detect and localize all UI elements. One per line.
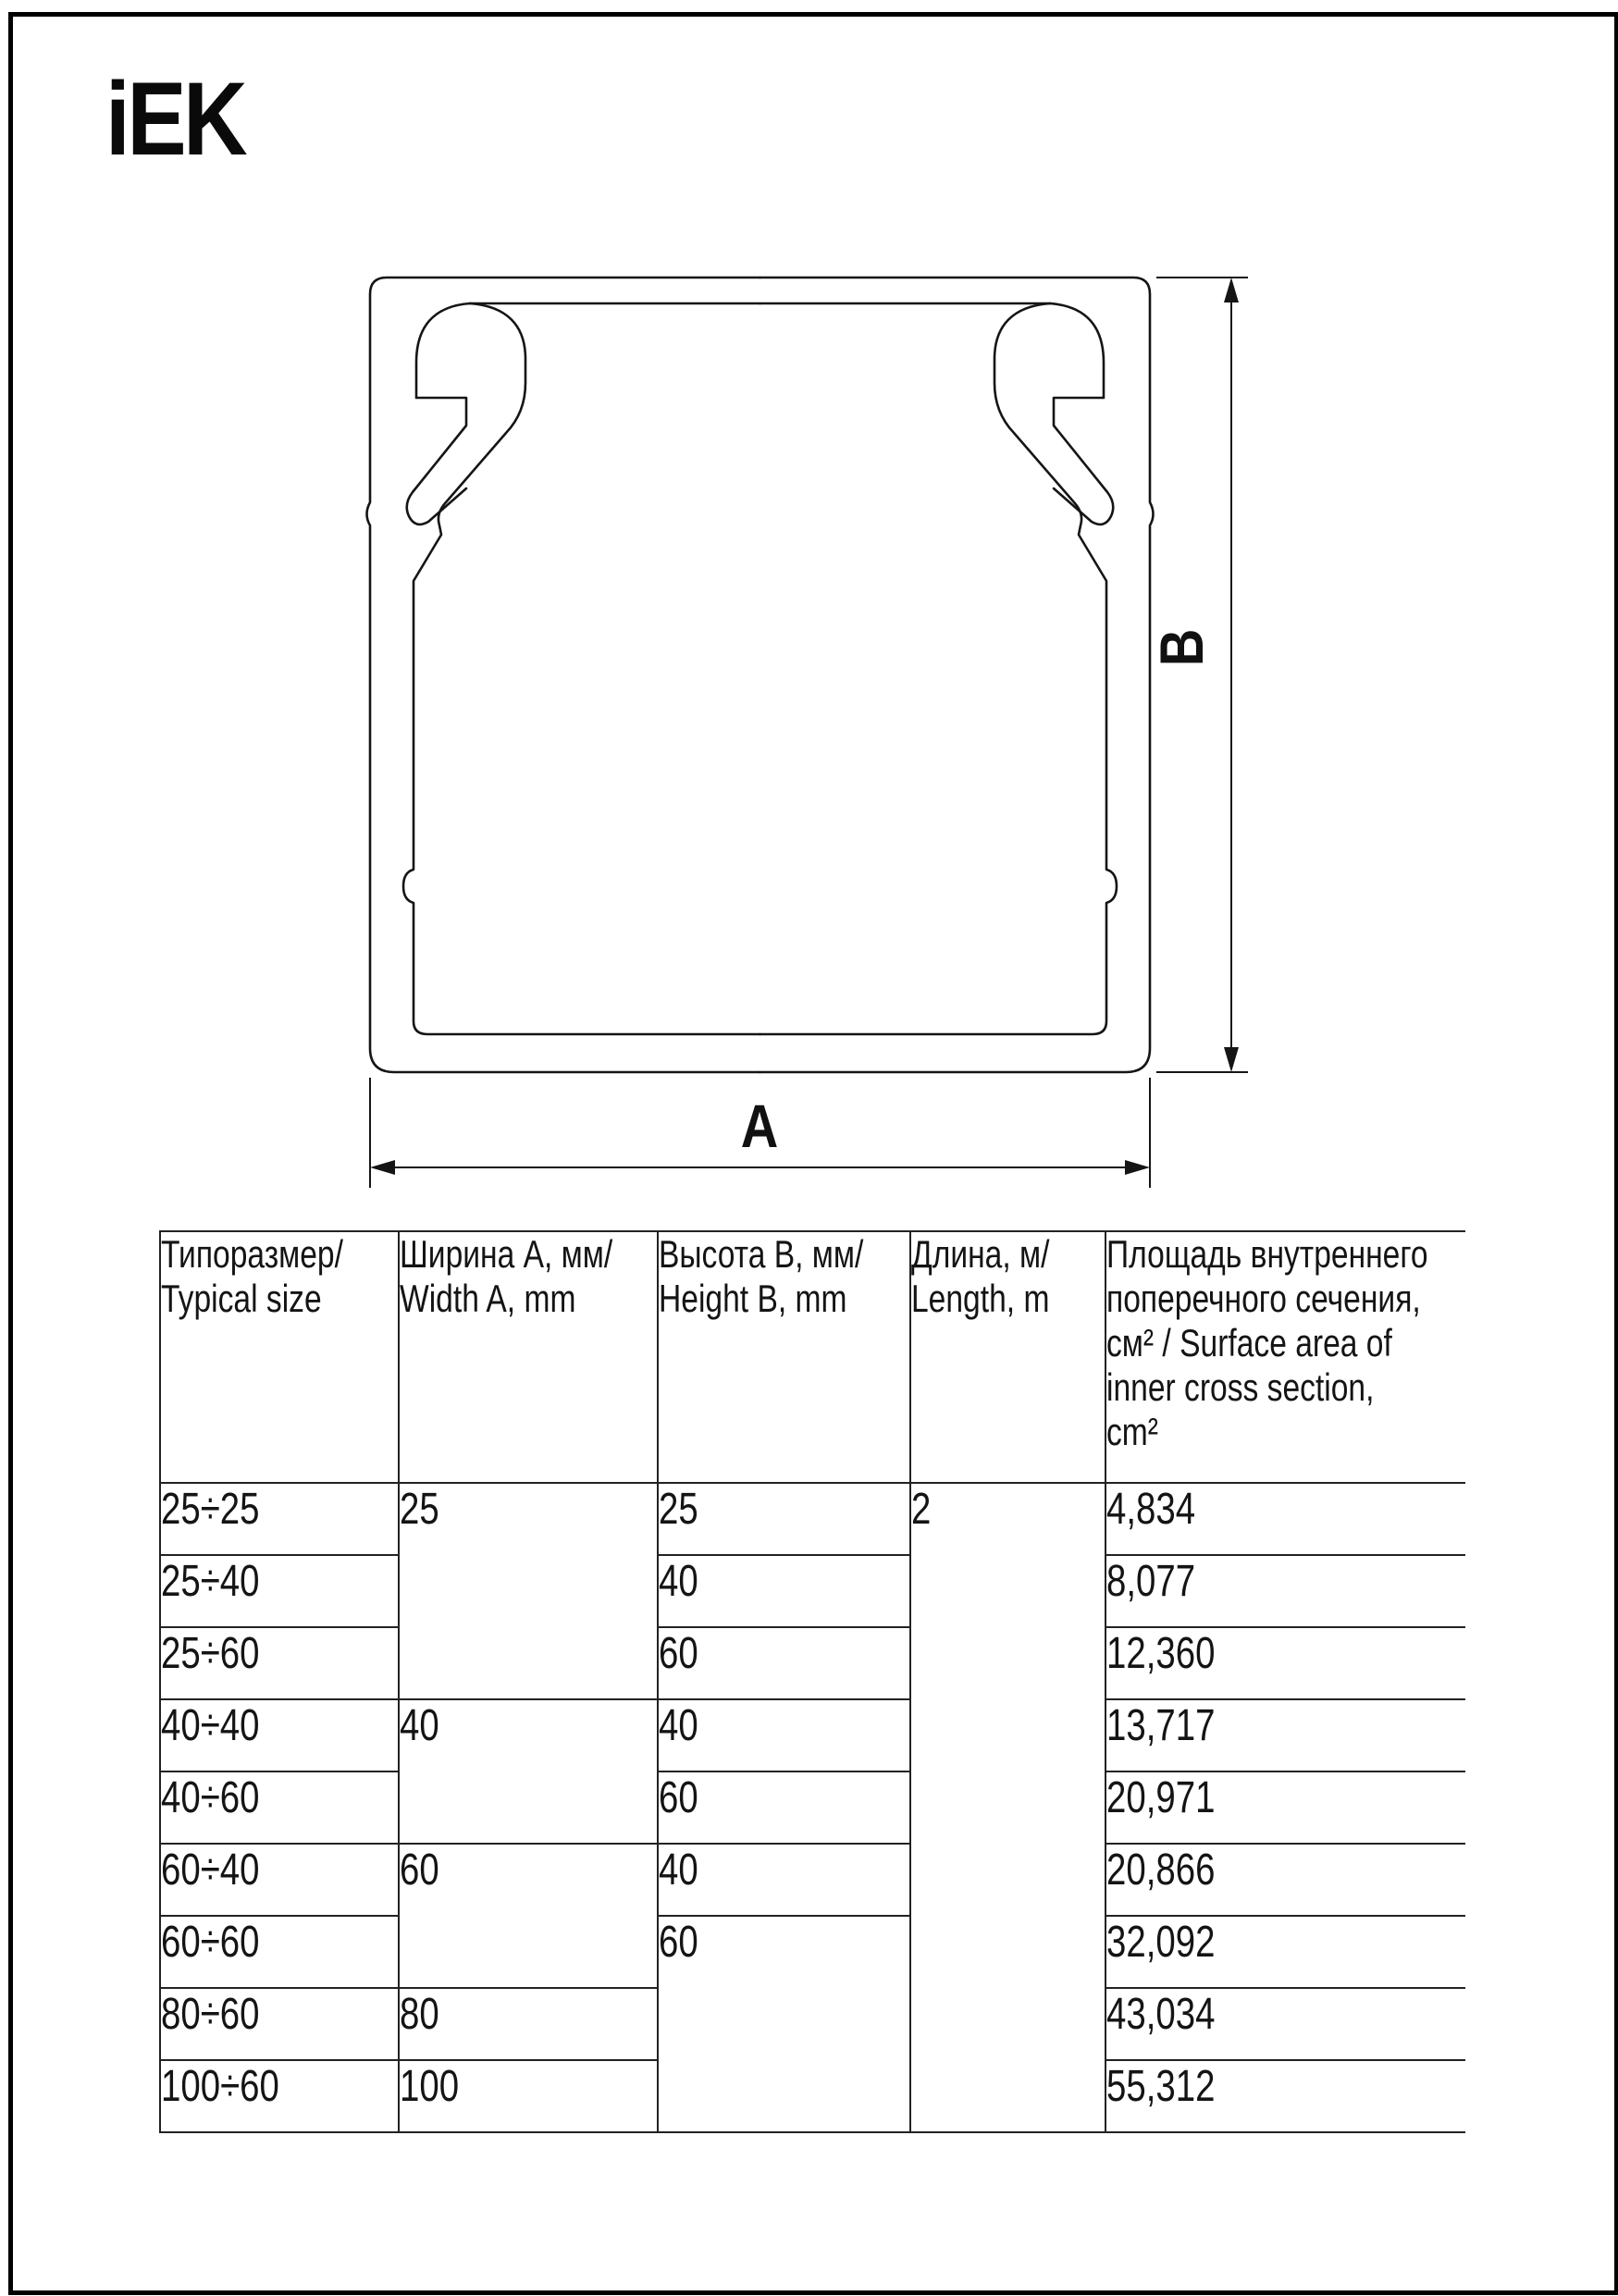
- cell-width-a: 40: [399, 1699, 658, 1844]
- cell-size: 40÷60: [160, 1771, 399, 1844]
- cell-size: 40÷40: [160, 1699, 399, 1771]
- header-area: [1105, 1231, 1465, 1483]
- arrow-a-right: [1125, 1160, 1150, 1175]
- table-row: [160, 1771, 1465, 1844]
- cell-area: 12,360: [1105, 1627, 1465, 1699]
- dimension-label-b: B: [1147, 628, 1217, 667]
- header-height-b-ru: Высота B, мм/: [659, 1232, 864, 1276]
- cell-height-b: 60: [658, 1916, 910, 2132]
- arrow-b-up: [1224, 278, 1239, 302]
- cell-area: 4,834: [1105, 1483, 1465, 1555]
- cell-area: 32,092: [1105, 1916, 1465, 1988]
- duct-profile-left-half: [367, 278, 760, 1072]
- header-typical-size: [160, 1231, 399, 1483]
- header-length-ru: Длина, м/: [911, 1232, 1050, 1276]
- cell-area: 55,312: [1105, 2060, 1465, 2132]
- dimension-arrowheads: [370, 278, 1239, 1175]
- table-row: [160, 1844, 1465, 1916]
- iek-logo: iEK: [105, 61, 245, 177]
- cell-size: 60÷60: [160, 1916, 399, 1988]
- header-area-line5: cm²: [1106, 1410, 1158, 1453]
- cell-area: 8,077: [1105, 1555, 1465, 1627]
- header-typical-size-ru: Типоразмер/: [161, 1232, 343, 1276]
- header-area-line4: inner cross section,: [1106, 1365, 1375, 1409]
- cell-size: 25÷60: [160, 1627, 399, 1699]
- cell-length: 2: [910, 1483, 1105, 2132]
- header-typical-size-en: Typical size: [161, 1277, 322, 1320]
- arrow-b-down: [1224, 1047, 1239, 1072]
- dimension-lines: [370, 278, 1248, 1188]
- latch-hook-outer: [407, 303, 470, 525]
- cell-size: 60÷40: [160, 1844, 399, 1916]
- latch-hook-inner-and-wall: [403, 303, 760, 1034]
- cell-height-b: 40: [658, 1555, 910, 1627]
- duct-profile-right-half: [760, 278, 1154, 1072]
- table-row: [160, 1555, 1465, 1627]
- header-height-b-en: Height B, mm: [659, 1277, 847, 1320]
- header-area-line3: см² / Surface area of: [1106, 1321, 1392, 1364]
- dimension-label-a: A: [740, 1092, 779, 1161]
- header-width-a-ru: Ширина A, мм/: [400, 1232, 613, 1276]
- cell-width-a: 25: [399, 1483, 658, 1699]
- table-header-row: [160, 1231, 1465, 1483]
- cell-area: 20,866: [1105, 1844, 1465, 1916]
- cell-height-b: 60: [658, 1627, 910, 1699]
- cell-width-a: 60: [399, 1844, 658, 1988]
- cell-size: 25÷40: [160, 1555, 399, 1627]
- header-area-line1: Площадь внутреннего: [1106, 1232, 1428, 1276]
- table-row: [160, 1916, 1465, 1988]
- header-length-en: Length, m: [911, 1277, 1050, 1320]
- cell-height-b: 40: [658, 1844, 910, 1916]
- header-area-line2: поперечного сечения,: [1106, 1277, 1421, 1320]
- cell-width-a: 80: [399, 1988, 658, 2060]
- header-length: [910, 1231, 1105, 1483]
- cell-height-b: 25: [658, 1483, 910, 1555]
- arrow-a-left: [370, 1160, 395, 1175]
- table-row: [160, 1483, 1465, 1555]
- cell-area: 20,971: [1105, 1771, 1465, 1844]
- cell-height-b: 40: [658, 1699, 910, 1771]
- table-row: [160, 1627, 1465, 1699]
- table-row: [160, 1699, 1465, 1771]
- cell-height-b: 60: [658, 1771, 910, 1844]
- cell-area: 43,034: [1105, 1988, 1465, 2060]
- cell-size: 100÷60: [160, 2060, 399, 2132]
- cell-size: 80÷60: [160, 1988, 399, 2060]
- cell-size: 25÷25: [160, 1483, 399, 1555]
- header-width-a-en: Width A, mm: [400, 1277, 576, 1320]
- cell-width-a: 100: [399, 2060, 658, 2132]
- header-width-a: [399, 1231, 658, 1483]
- cell-area: 13,717: [1105, 1699, 1465, 1771]
- header-height-b: [658, 1231, 910, 1483]
- size-spec-table: [159, 1230, 1465, 2133]
